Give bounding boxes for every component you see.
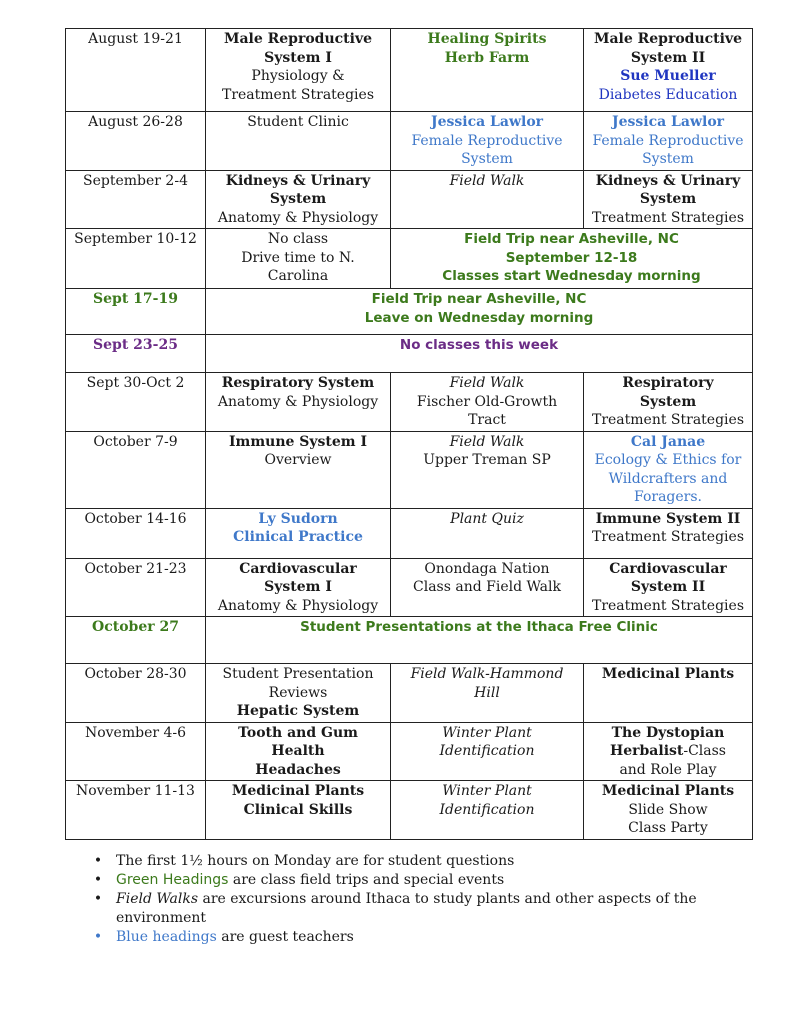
cell-text: System I <box>264 579 332 595</box>
schedule-row <box>66 170 753 229</box>
cell-line <box>209 578 387 597</box>
date-cell <box>66 781 206 840</box>
monday-cell <box>206 508 391 558</box>
monday-cell <box>206 722 391 781</box>
cell-line <box>209 665 387 684</box>
cell-text: Cardiovascular <box>609 560 727 577</box>
cell-line <box>587 819 749 838</box>
cell-line <box>394 665 580 684</box>
note-highlight: Green Headings <box>116 872 229 888</box>
cell-text: Student Clinic <box>247 114 349 130</box>
date-cell <box>66 170 206 229</box>
bullet-icon: • <box>93 872 103 888</box>
cell-text: No classes this week <box>399 337 559 353</box>
cell-line <box>587 67 749 86</box>
wednesday-cell <box>584 508 753 558</box>
cell-text: Identification <box>439 743 535 759</box>
cell-text: Medicinal Plants <box>231 783 365 799</box>
event-cell <box>206 617 753 664</box>
monday-cell <box>206 170 391 229</box>
cell-text: Foragers. <box>634 489 702 505</box>
cell-line <box>209 528 387 547</box>
cell-line <box>209 451 387 470</box>
cell-text: Onondaga Nation <box>424 560 550 577</box>
monday-cell <box>206 229 391 289</box>
cell-text: Clinical Skills <box>243 801 353 818</box>
cell-text: Hill <box>474 684 500 701</box>
cell-text: Winter Plant <box>442 724 532 741</box>
schedule-row <box>66 289 753 335</box>
date-text: October 7-9 <box>93 433 178 450</box>
cell-text: Field Walk <box>449 375 525 391</box>
cell-text: System <box>639 393 697 410</box>
cell-line <box>209 30 387 49</box>
cell-line <box>209 172 387 191</box>
cell-text: Healing Spirits <box>427 31 547 47</box>
cell-text: Medicinal Plants <box>601 783 735 799</box>
wednesday-cell <box>584 170 753 229</box>
cell-line <box>587 560 749 579</box>
wednesday-cell <box>584 373 753 432</box>
event-cell <box>206 335 753 373</box>
cell-line <box>587 190 749 209</box>
cell-line <box>394 724 580 743</box>
cell-line <box>587 761 749 780</box>
tuesday-cell <box>391 112 584 171</box>
cell-line <box>209 618 749 637</box>
cell-line <box>394 374 580 393</box>
notes-list <box>92 852 732 947</box>
monday-cell <box>206 29 391 112</box>
cell-text: Student Presentation <box>222 666 374 682</box>
tuesday-cell <box>391 170 584 229</box>
monday-cell <box>206 112 391 171</box>
cell-text: System II <box>630 49 706 66</box>
tuesday-cell <box>391 373 584 432</box>
note-text: are class field trips and special events <box>228 872 505 888</box>
cell-line <box>587 782 749 801</box>
schedule-row <box>66 722 753 781</box>
schedule-row <box>66 112 753 171</box>
cell-line <box>587 510 749 529</box>
tuesday-cell <box>391 722 584 781</box>
cell-text: Tooth and Gum <box>238 724 358 741</box>
date-cell <box>66 664 206 723</box>
cell-text: Field Walk <box>449 433 525 450</box>
cell-text: Immune System I <box>228 433 368 450</box>
schedule-row <box>66 29 753 112</box>
cell-text: System II <box>630 579 706 595</box>
schedule-row <box>66 781 753 840</box>
date-text: Sept 23-25 <box>93 337 178 353</box>
cell-line <box>394 150 580 169</box>
cell-line <box>587 488 749 507</box>
cell-text: Student Presentations at the Ithaca Free Clinic <box>300 619 658 635</box>
tuesday-cell <box>391 781 584 840</box>
cell-line <box>209 267 387 286</box>
cell-line <box>209 309 749 328</box>
date-text: September 2-4 <box>83 172 188 189</box>
schedule-row <box>66 558 753 617</box>
cell-line <box>587 470 749 489</box>
cell-text: Anatomy & Physiology <box>217 597 379 614</box>
date-cell <box>66 617 206 664</box>
cell-line <box>209 724 387 743</box>
cell-line <box>209 374 387 393</box>
date-cell <box>66 373 206 432</box>
cell-line <box>209 684 387 703</box>
date-text: October 21-23 <box>84 560 187 577</box>
cell-line <box>394 801 580 820</box>
cell-text: and Role Play <box>619 761 717 778</box>
cell-text: System <box>269 191 327 207</box>
event-cell <box>206 289 753 335</box>
date-cell <box>66 112 206 171</box>
cell-line <box>209 209 387 228</box>
date-text: October 14-16 <box>84 510 187 527</box>
cell-text: Upper Treman SP <box>423 452 551 468</box>
note-text: The first 1½ hours on Monday are for student questions <box>116 853 515 869</box>
tuesday-cell <box>391 508 584 558</box>
cell-line <box>394 30 580 49</box>
cell-line <box>394 113 580 132</box>
wednesday-cell <box>584 781 753 840</box>
date-cell <box>66 431 206 508</box>
cell-text: Headaches <box>255 761 341 778</box>
cell-text: Treatment Strategies <box>591 209 745 226</box>
cell-text: The Dystopian <box>611 724 725 741</box>
date-cell <box>66 508 206 558</box>
cell-text: Treatment Strategies <box>591 597 745 614</box>
cell-text: Physiology & <box>251 68 345 84</box>
schedule-row <box>66 229 753 289</box>
cell-line <box>209 86 387 105</box>
cell-line <box>394 411 580 430</box>
cell-line <box>587 30 749 49</box>
cell-line <box>394 782 580 801</box>
monday-cell <box>206 558 391 617</box>
tuesday-cell <box>391 558 584 617</box>
cell-text-suffix: -Class <box>683 743 726 759</box>
cell-text: Hepatic System <box>236 703 360 719</box>
cell-text: System <box>461 151 513 167</box>
cell-line <box>209 67 387 86</box>
cell-text: Winter Plant <box>442 783 532 799</box>
cell-text: Male Reproductive <box>223 31 373 47</box>
date-cell <box>66 558 206 617</box>
note-highlight: Field Walks <box>116 891 199 907</box>
monday-cell <box>206 664 391 723</box>
cell-text: Slide Show <box>628 801 708 818</box>
tuesday-cell <box>391 664 584 723</box>
cell-line <box>587 374 749 393</box>
cell-text: Fischer Old-Growth <box>416 393 558 410</box>
cell-line <box>587 49 749 68</box>
cell-text: Respiratory System <box>221 375 375 391</box>
wednesday-cell <box>584 29 753 112</box>
cell-text: System <box>639 191 697 207</box>
cell-text: Anatomy & Physiology <box>217 393 379 410</box>
cell-text: Respiratory <box>622 375 714 391</box>
cell-line <box>209 510 387 529</box>
schedule-row <box>66 617 753 664</box>
cell-text: Treatment Strategies <box>591 529 745 545</box>
note-item <box>92 890 732 928</box>
date-text: September 10-12 <box>74 231 197 247</box>
date-text: Sept 17-19 <box>93 291 178 307</box>
cell-text: Clinical Practice <box>233 529 363 545</box>
cell-text: Class Party <box>628 820 708 836</box>
cell-line <box>394 433 580 452</box>
cell-text: Immune System II <box>595 510 741 527</box>
cell-line <box>587 393 749 412</box>
date-text: August 26-28 <box>88 114 183 130</box>
cell-line <box>394 684 580 703</box>
cell-text: Kidneys & Urinary <box>595 172 741 189</box>
cell-text: Kidneys & Urinary <box>225 172 371 189</box>
monday-cell <box>206 431 391 508</box>
cell-text: Field Trip near Asheville, NC <box>371 291 587 307</box>
cell-text: Overview <box>264 452 332 468</box>
cell-text: Diabetes Education <box>598 86 738 103</box>
cell-line <box>209 49 387 68</box>
tuesday-cell <box>391 29 584 112</box>
cell-text: Field Trip near Asheville, NC <box>464 231 679 247</box>
cell-line <box>209 433 387 452</box>
cell-text: System <box>642 151 694 167</box>
cell-line <box>394 560 580 579</box>
bullet-icon: • <box>93 853 103 869</box>
cell-text: Ecology & Ethics for <box>594 452 742 468</box>
cell-text: Classes start Wednesday morning <box>442 268 701 284</box>
date-text: Sept 30-Oct 2 <box>86 375 185 391</box>
note-item <box>92 928 732 947</box>
cell-line <box>394 451 580 470</box>
note-text: are excursions around Ithaca to study plants and other aspects of the environment <box>116 891 697 926</box>
cell-text: Anatomy & Physiology <box>217 209 379 226</box>
cell-line <box>587 742 749 761</box>
cell-text: Jessica Lawlor <box>611 114 725 130</box>
cell-text: Cal Janae <box>630 433 706 450</box>
wednesday-cell <box>584 558 753 617</box>
schedule-row <box>66 508 753 558</box>
cell-line <box>587 528 749 547</box>
date-text: August 19-21 <box>88 31 183 47</box>
cell-text: Herb Farm <box>444 49 530 66</box>
note-text: are guest teachers <box>216 929 354 945</box>
cell-line <box>587 411 749 430</box>
cell-line <box>209 230 387 249</box>
cell-line <box>587 113 749 132</box>
cell-line <box>394 249 749 268</box>
date-text: November 11-13 <box>76 783 195 799</box>
cell-line <box>209 290 749 309</box>
cell-line <box>209 782 387 801</box>
cell-line <box>394 49 580 68</box>
bullet-icon: • <box>93 929 103 945</box>
cell-line <box>394 578 580 597</box>
cell-line <box>587 597 749 616</box>
date-cell <box>66 335 206 373</box>
date-cell <box>66 722 206 781</box>
cell-text: Cardiovascular <box>239 560 357 577</box>
date-cell <box>66 29 206 112</box>
cell-line <box>209 336 749 355</box>
wednesday-cell <box>584 722 753 781</box>
cell-text: Field Walk <box>449 172 525 189</box>
cell-text: Ly Sudorn <box>258 510 338 527</box>
cell-line <box>587 150 749 169</box>
cell-text: Reviews <box>268 684 328 701</box>
cell-line <box>587 433 749 452</box>
cell-line <box>209 113 387 132</box>
monday-cell <box>206 373 391 432</box>
date-text: November 4-6 <box>84 724 187 741</box>
wednesday-cell <box>584 112 753 171</box>
cell-line <box>209 742 387 761</box>
cell-text: Medicinal Plants <box>601 666 735 682</box>
cell-text: Drive time to N. <box>241 249 355 266</box>
cell-line <box>209 560 387 579</box>
schedule-table <box>65 28 753 840</box>
cell-text: Plant Quiz <box>450 510 524 527</box>
cell-line <box>209 249 387 268</box>
note-highlight: Blue headings <box>116 929 217 945</box>
cell-line <box>587 209 749 228</box>
cell-text: Treatment Strategies <box>221 86 375 103</box>
schedule-row <box>66 373 753 432</box>
cell-line <box>394 267 749 286</box>
date-cell <box>66 289 206 335</box>
cell-text: Female Reproductive <box>411 132 563 149</box>
cell-line <box>587 665 749 684</box>
date-text: October 27 <box>92 619 179 635</box>
cell-line <box>587 86 749 105</box>
wednesday-cell <box>584 664 753 723</box>
cell-text: Leave on Wednesday morning <box>364 309 594 326</box>
bullet-icon: • <box>93 891 103 907</box>
cell-line <box>209 597 387 616</box>
cell-line <box>394 393 580 412</box>
cell-line <box>209 393 387 412</box>
cell-line <box>587 578 749 597</box>
cell-line <box>587 451 749 470</box>
cell-line <box>209 801 387 820</box>
cell-line <box>587 801 749 820</box>
note-item <box>92 852 732 871</box>
cell-line <box>394 132 580 151</box>
date-text: October 28-30 <box>84 666 187 682</box>
cell-line <box>394 510 580 529</box>
note-item <box>92 871 732 890</box>
cell-text: Health <box>271 743 325 759</box>
cell-line <box>209 702 387 721</box>
cell-line <box>394 742 580 761</box>
cell-text: Identification <box>439 801 535 818</box>
cell-line <box>209 190 387 209</box>
cell-line <box>394 172 580 191</box>
date-cell <box>66 229 206 289</box>
schedule-row <box>66 335 753 373</box>
cell-text: Wildcrafters and <box>608 470 728 487</box>
cell-text: Sue Mueller <box>620 68 716 84</box>
cell-line <box>587 724 749 743</box>
schedule-row <box>66 431 753 508</box>
cell-text: System I <box>264 49 332 66</box>
cell-line <box>587 172 749 191</box>
schedule-row <box>66 664 753 723</box>
cell-line <box>394 230 749 249</box>
cell-text: No class <box>267 231 329 247</box>
cell-text: Tract <box>468 412 506 428</box>
tuesday-cell <box>391 431 584 508</box>
cell-text: Carolina <box>267 268 329 284</box>
cell-line <box>209 761 387 780</box>
cell-text: Treatment Strategies <box>591 412 745 428</box>
event-cell <box>391 229 753 289</box>
cell-text: September 12-18 <box>505 249 638 266</box>
cell-text: Female Reproductive <box>592 132 744 149</box>
cell-text: Herbalist <box>610 743 684 759</box>
cell-text: Male Reproductive <box>593 31 743 47</box>
cell-text: Jessica Lawlor <box>430 114 544 130</box>
cell-text: Field Walk-Hammond <box>410 666 564 682</box>
monday-cell <box>206 781 391 840</box>
wednesday-cell <box>584 431 753 508</box>
cell-line <box>587 132 749 151</box>
cell-text: Class and Field Walk <box>413 579 561 595</box>
